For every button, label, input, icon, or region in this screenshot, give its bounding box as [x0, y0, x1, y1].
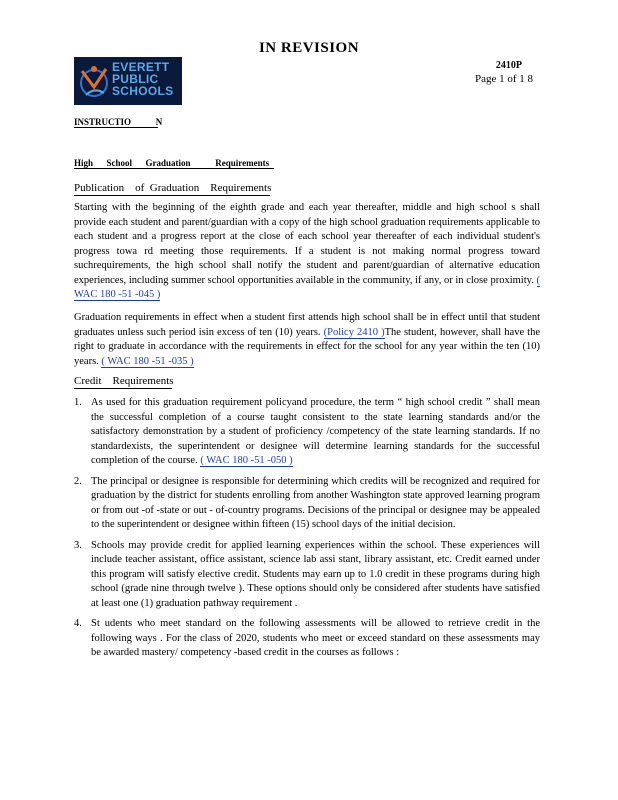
list-item — [74, 475, 540, 533]
page-number: Page 1 of 1 8 — [474, 73, 533, 85]
logo-line-3: SCHOOLS — [112, 84, 174, 98]
list-item — [74, 539, 540, 612]
logo-emblem-icon — [76, 57, 112, 105]
everett-public-schools-logo — [74, 57, 182, 105]
subject-label: High School Graduation Requirements — [74, 158, 274, 169]
wac-050-link[interactable]: ( WAC 180 -51 -050 ) — [200, 455, 293, 466]
logo-line-1: EVERETT — [112, 60, 170, 74]
logo-line-2: PUBLIC — [112, 72, 159, 86]
wac-035-link[interactable]: ( WAC 180 -51 -035 ) — [101, 355, 194, 367]
effect-paragraph — [74, 311, 540, 369]
policy-code: 2410P — [495, 60, 522, 71]
list-number: 3. — [74, 539, 82, 551]
credit-list — [74, 396, 540, 667]
publication-paragraph — [74, 201, 540, 303]
revision-title: IN REVISION — [258, 40, 360, 56]
list-number: 1. — [74, 397, 82, 408]
list-item — [74, 396, 540, 469]
section-label: INSTRUCTIO N — [74, 117, 163, 127]
list-text: St udents who meet standard on the following assessments will be allowed to retrieve credit in the following ways . For the class of 2020, students who meet or exceed standard on these assessments may be awarded mastery/ competency -based credit in the courses as follows : — [91, 618, 540, 658]
effect-text-b: The student, however, shall have the right to graduate in accordance with the requirements in effect for the school for any year within the ten (10) years. — [74, 326, 540, 367]
policy-2410-link[interactable]: (Policy 2410 ) — [323, 326, 385, 338]
list-item — [74, 617, 540, 661]
list-number: 4. — [74, 618, 82, 629]
publication-heading: Publication of Graduation Requirements — [74, 182, 272, 194]
list-text: The principal or designee is responsible for determining which credits will be recognized and required for graduation by the district for students enrolling from another Washington state approved learning program or from out -of -state or out - of-country programs. Decisions of the principal or designee may be appealed to the superintendent or designee within fifteen (15) school days of the initial decision. — [91, 475, 540, 530]
publication-text: Starting with the beginning of the eighth grade and each year thereafter, middle and high school s shall provide each student and parent/guardian with a copy of the high school graduation requirements applicable to each student and a progress report at the close of each school year thereafter of each individual student's progress towa rd meeting those requirements. If a student is not making normal progress toward suchrequirements, the high school shall notify the student and parent/guardian of alternative education experiences, including summer school opportunities available in the community, if any, or in close proximity. — [74, 202, 540, 286]
list-number: 2. — [74, 475, 82, 487]
credit-heading: Credit Requirements — [74, 375, 174, 387]
logo-text — [112, 61, 173, 97]
list-text: Schools may provide credit for applied learning experiences within the school. These experiences will include teacher assistant, office assistant, science lab assi stant, library assistant, etc. Credit earned under this program will satisfy elective credit. Students may earn up to 1.0 credit in these programs during high school (grade nine through twelve ). These options should only be considered after students have satisfied at least one (1) graduation pathway requirement . — [91, 539, 540, 609]
list-text: As used for this graduation requirement policyand procedure, the term “ high school credit ” shall mean the successful completion of a course taught consistent to the state learning standards and/or the satisfactory demonstration by a student of proficiency /competency of the state learning standards. If no standardexists, the superintendent or designee will determine learning standards for the successful completion of the course. — [91, 397, 540, 466]
effect-text-a: Graduation requirements in effect when a student first attends high school shall be in effect until that student graduates unless such period isin excess of ten (10) years. — [74, 312, 540, 338]
wac-045-link[interactable]: ( WAC 180 -51 -045 ) — [74, 274, 540, 300]
